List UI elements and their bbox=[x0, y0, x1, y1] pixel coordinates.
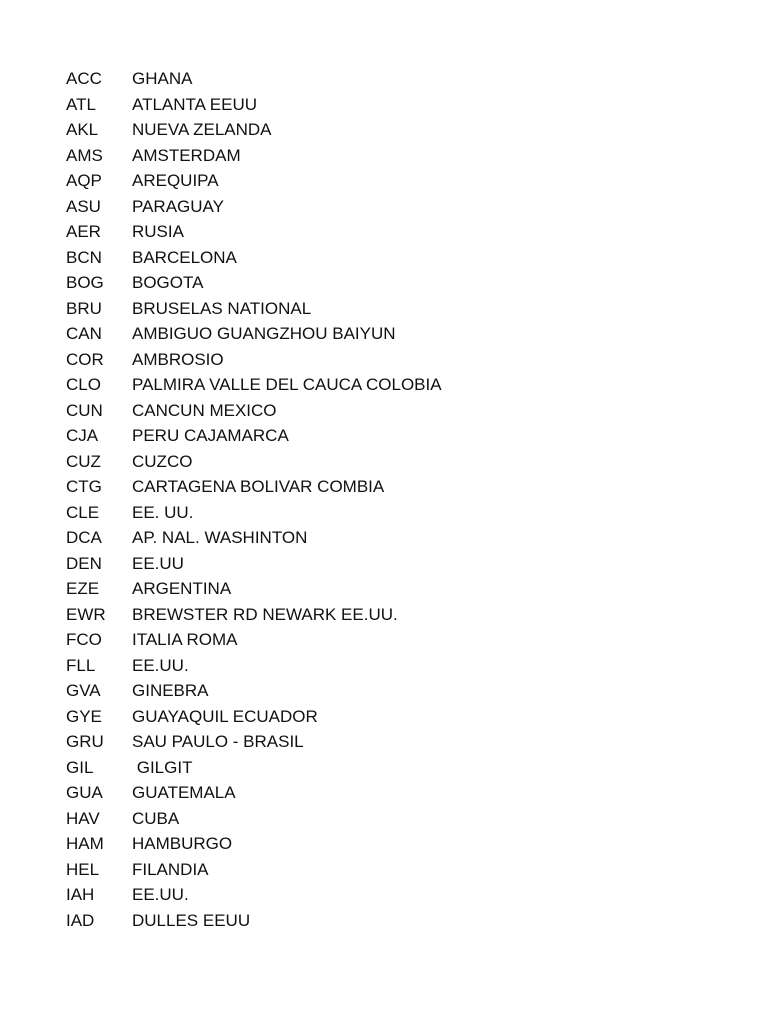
airport-location: BARCELONA bbox=[132, 247, 237, 267]
table-row bbox=[66, 780, 686, 806]
table-row bbox=[66, 882, 686, 908]
airport-code: BCN bbox=[66, 247, 102, 267]
airport-code: GVA bbox=[66, 681, 101, 700]
airport-location: EE.UU. bbox=[132, 655, 189, 675]
table-row bbox=[66, 143, 686, 169]
table-row bbox=[66, 806, 686, 832]
airport-code: CJA bbox=[66, 426, 99, 445]
table-row bbox=[66, 321, 686, 347]
table-row bbox=[66, 602, 686, 628]
airport-code: CLO bbox=[66, 375, 101, 394]
airport-location: GHANA bbox=[132, 69, 193, 88]
airport-code: AMS bbox=[66, 145, 103, 165]
table-row bbox=[66, 576, 686, 602]
airport-code: DEN bbox=[66, 553, 102, 573]
airport-code: ATL bbox=[66, 94, 96, 114]
airport-location: PARAGUAY bbox=[132, 196, 224, 216]
airport-location: BOGOTA bbox=[132, 273, 204, 292]
table-row bbox=[66, 755, 686, 781]
airport-location: PALMIRA VALLE DEL CAUCA COLOBIA bbox=[132, 375, 442, 394]
airport-location: GUAYAQUIL ECUADOR bbox=[132, 706, 318, 726]
table-row bbox=[66, 704, 686, 730]
airport-code: GUA bbox=[66, 783, 103, 802]
airport-code: AKL bbox=[66, 120, 99, 139]
table-row bbox=[66, 194, 686, 220]
airport-location: RUSIA bbox=[132, 222, 184, 241]
airport-location: NUEVA ZELANDA bbox=[132, 120, 272, 139]
airport-code: AER bbox=[66, 222, 101, 241]
airport-code: HAV bbox=[66, 808, 100, 828]
airport-location: EE. UU. bbox=[132, 502, 194, 522]
airport-location: HAMBURGO bbox=[132, 834, 233, 853]
table-row bbox=[66, 168, 686, 194]
airport-code: CUN bbox=[66, 400, 103, 420]
table-row bbox=[66, 245, 686, 271]
airport-code: GRU bbox=[66, 732, 104, 751]
airport-location: GILGIT bbox=[132, 757, 193, 777]
table-row bbox=[66, 551, 686, 577]
airport-code: FLL bbox=[66, 655, 96, 675]
airport-code: CLE bbox=[66, 502, 100, 522]
airport-code: HEL bbox=[66, 859, 100, 879]
airport-location: PERU CAJAMARCA bbox=[132, 426, 289, 445]
airport-location: ARGENTINA bbox=[132, 579, 232, 598]
table-row bbox=[66, 474, 686, 500]
airport-code: IAD bbox=[66, 910, 95, 930]
table-row bbox=[66, 831, 686, 857]
table-row bbox=[66, 296, 686, 322]
table-row bbox=[66, 398, 686, 424]
airport-location: GINEBRA bbox=[132, 681, 209, 700]
airport-code: DCA bbox=[66, 528, 102, 547]
table-row bbox=[66, 908, 686, 934]
airport-location: AP. NAL. WASHINTON bbox=[132, 528, 308, 547]
airport-code: GIL bbox=[66, 757, 94, 777]
table-row bbox=[66, 117, 686, 143]
airport-location: CARTAGENA BOLIVAR COMBIA bbox=[132, 477, 385, 496]
airport-location: GUATEMALA bbox=[132, 783, 236, 802]
airport-location: FILANDIA bbox=[132, 859, 209, 879]
table-row bbox=[66, 729, 686, 755]
airport-location: BRUSELAS NATIONAL bbox=[132, 298, 312, 318]
airport-code: AQP bbox=[66, 171, 102, 190]
airport-code: CTG bbox=[66, 477, 102, 496]
airport-location: AMSTERDAM bbox=[132, 145, 241, 165]
table-row bbox=[66, 347, 686, 373]
airport-code: GYE bbox=[66, 706, 102, 726]
airport-location: BREWSTER RD NEWARK EE.UU. bbox=[132, 604, 398, 624]
airport-location: AREQUIPA bbox=[132, 171, 219, 190]
airport-code: EZE bbox=[66, 579, 100, 598]
airport-location: ITALIA ROMA bbox=[132, 630, 238, 649]
table-row bbox=[66, 449, 686, 475]
airport-code: CUZ bbox=[66, 451, 101, 471]
airport-code: IAH bbox=[66, 885, 95, 904]
airport-code: FCO bbox=[66, 630, 102, 649]
table-row bbox=[66, 270, 686, 296]
airport-code: HAM bbox=[66, 834, 104, 853]
airport-location: CUZCO bbox=[132, 451, 193, 471]
airport-location: AMBIGUO GUANGZHOU BAIYUN bbox=[132, 324, 396, 343]
table-row bbox=[66, 92, 686, 118]
airport-location: CUBA bbox=[132, 808, 180, 828]
airport-code: COR bbox=[66, 349, 104, 369]
table-row bbox=[66, 219, 686, 245]
table-row bbox=[66, 500, 686, 526]
table-row bbox=[66, 423, 686, 449]
airport-location: ATLANTA EEUU bbox=[132, 94, 258, 114]
table-row bbox=[66, 66, 686, 92]
table-row bbox=[66, 653, 686, 679]
table-row bbox=[66, 678, 686, 704]
airport-location: AMBROSIO bbox=[132, 349, 224, 369]
table-row bbox=[66, 372, 686, 398]
airport-location: CANCUN MEXICO bbox=[132, 400, 277, 420]
airport-code: BRU bbox=[66, 298, 102, 318]
airport-code: ACC bbox=[66, 69, 102, 88]
table-row bbox=[66, 627, 686, 653]
airport-code: ASU bbox=[66, 196, 101, 216]
airport-location: EE.UU bbox=[132, 553, 184, 573]
table-row bbox=[66, 525, 686, 551]
airport-location: DULLES EEUU bbox=[132, 910, 251, 930]
airport-location: SAU PAULO - BRASIL bbox=[132, 732, 304, 751]
airport-code-table bbox=[66, 66, 686, 933]
airport-location: EE.UU. bbox=[132, 885, 189, 904]
table-row bbox=[66, 857, 686, 883]
airport-code: EWR bbox=[66, 604, 106, 624]
airport-code: BOG bbox=[66, 273, 104, 292]
airport-code: CAN bbox=[66, 324, 102, 343]
